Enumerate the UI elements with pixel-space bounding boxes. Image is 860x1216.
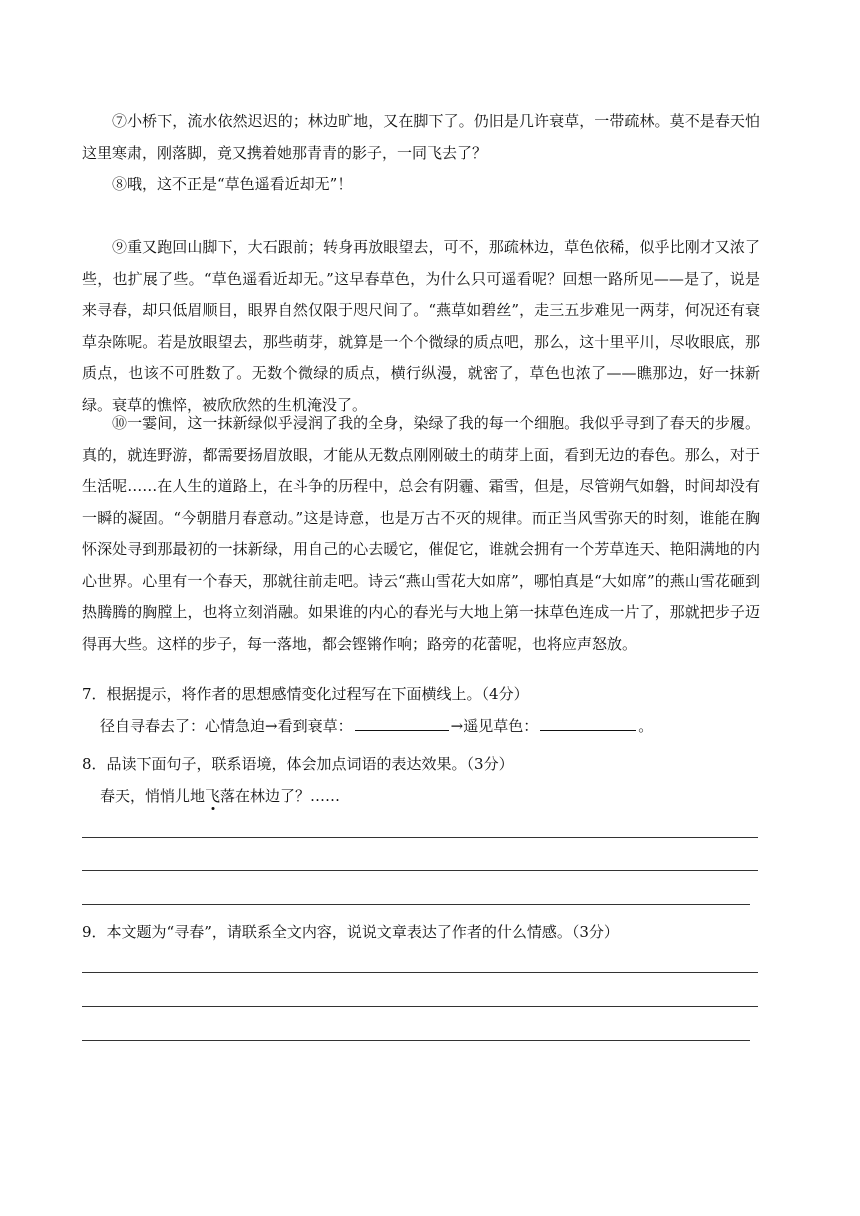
arrow-icon: → (265, 717, 278, 735)
q8-dotted-word: 飞 (205, 787, 221, 805)
paragraph-8: ⑧哦，这不正是“草色遥看近却无”！ (112, 175, 353, 193)
question-8-sentence (100, 784, 340, 808)
q8-sentence-after: 落在林边了？…… (220, 787, 341, 805)
paragraph-7: ⑦小桥下，流水依然迟迟的；林边旷地，又在脚下了。仍旧是几许衰草，一带疏林。莫不是春天怕这里寒肃，刚落脚，竟又携着她那青青的影子，一同飞去了？ (82, 112, 760, 162)
paragraph-9: ⑨重又跑回山脚下，大石跟前；转身再放眼望去，可不，那疏林边，草色依稀，似乎比刚才又浓了些，也扩展了些。“草色遥看近却无。”这早春草色，为什么只可遥看呢？回想一路所见——是了，说是来寻春，却只低眉顺目，眼界自然仅限于咫尺间了。“燕草如碧丝”，走三五步难见一两芽，何况还有衰草杂陈呢。若是放眼望去，那些萌芽，就算是一个个微绿的质点吧，那么，这十里平川，尽收眼底，那质点，也该不可胜数了。无数个微绿的质点，横行纵漫，就密了，草色也浓了——瞧那边，好一抹新绿。衰草的憔悴，被欣欣然的生机淹没了。 (82, 238, 760, 414)
q9-answer-line-3[interactable] (82, 1040, 750, 1041)
q9-answer-line-2[interactable] (82, 1006, 758, 1007)
q8-sentence-before: 春天，悄悄儿地 (100, 787, 206, 805)
q7-stage-3: 遥见草色： (463, 717, 539, 735)
arrow-icon: → (450, 717, 464, 735)
q7-stage-2: 看到衰草： (277, 717, 353, 735)
q7-stage-1: 径自寻春去了：心情急迫 (100, 717, 266, 735)
q7-end-mark: 。 (638, 717, 654, 735)
q8-answer-line-2[interactable] (82, 870, 758, 871)
q7-answer-blank-1[interactable] (355, 715, 449, 731)
q8-answer-line-1[interactable] (82, 837, 758, 838)
question-7-stem: 7．根据提示，将作者的思想感情变化过程写在下面横线上。（4分） (82, 685, 529, 703)
q7-answer-blank-2[interactable] (540, 715, 636, 731)
q8-answer-line-3[interactable] (82, 904, 750, 905)
question-9-stem: 9．本文题为“寻春”，请联系全文内容，说说文章表达了作者的什么情感。（3分） (82, 923, 619, 941)
question-7-prompt (100, 714, 653, 738)
paragraph-10: ⑩一霎间，这一抹新绿似乎浸润了我的全身，染绿了我的每一个细胞。我似乎寻到了春天的步履。真的，就连野游，都需要扬眉放眼，才能从无数点刚刚破土的萌芽上面，看到无边的春色。那么，对于生活呢……在人生的道路上，在斗争的历程中，总会有阴霾、霜雪，但是，尽管朔气如磐，时间却没有一瞬的凝固。“今朝腊月春意动。”这是诗意，也是万古不灭的规律。而正当风雪弥天的时刻，谁能在胸怀深处寻到那最初的一抹新绿，用自己的心去暖它，催促它，谁就会拥有一个芳草连天、艳阳满地的内心世界。心里有一个春天，那就往前走吧。诗云“燕山雪花大如席”，哪怕真是“大如席”的燕山雪花砸到热腾腾的胸膛上，也将立刻消融。如果谁的内心的春光与大地上第一抹草色连成一片了，那就把步子迈得再大些。这样的步子，每一落地，都会铿锵作响；路旁的花蕾呢，也将应声怒放。 (82, 414, 760, 653)
q9-answer-line-1[interactable] (82, 972, 758, 973)
question-8-stem: 8．品读下面句子，联系语境，体会加点词语的表达效果。（3分） (82, 755, 514, 773)
